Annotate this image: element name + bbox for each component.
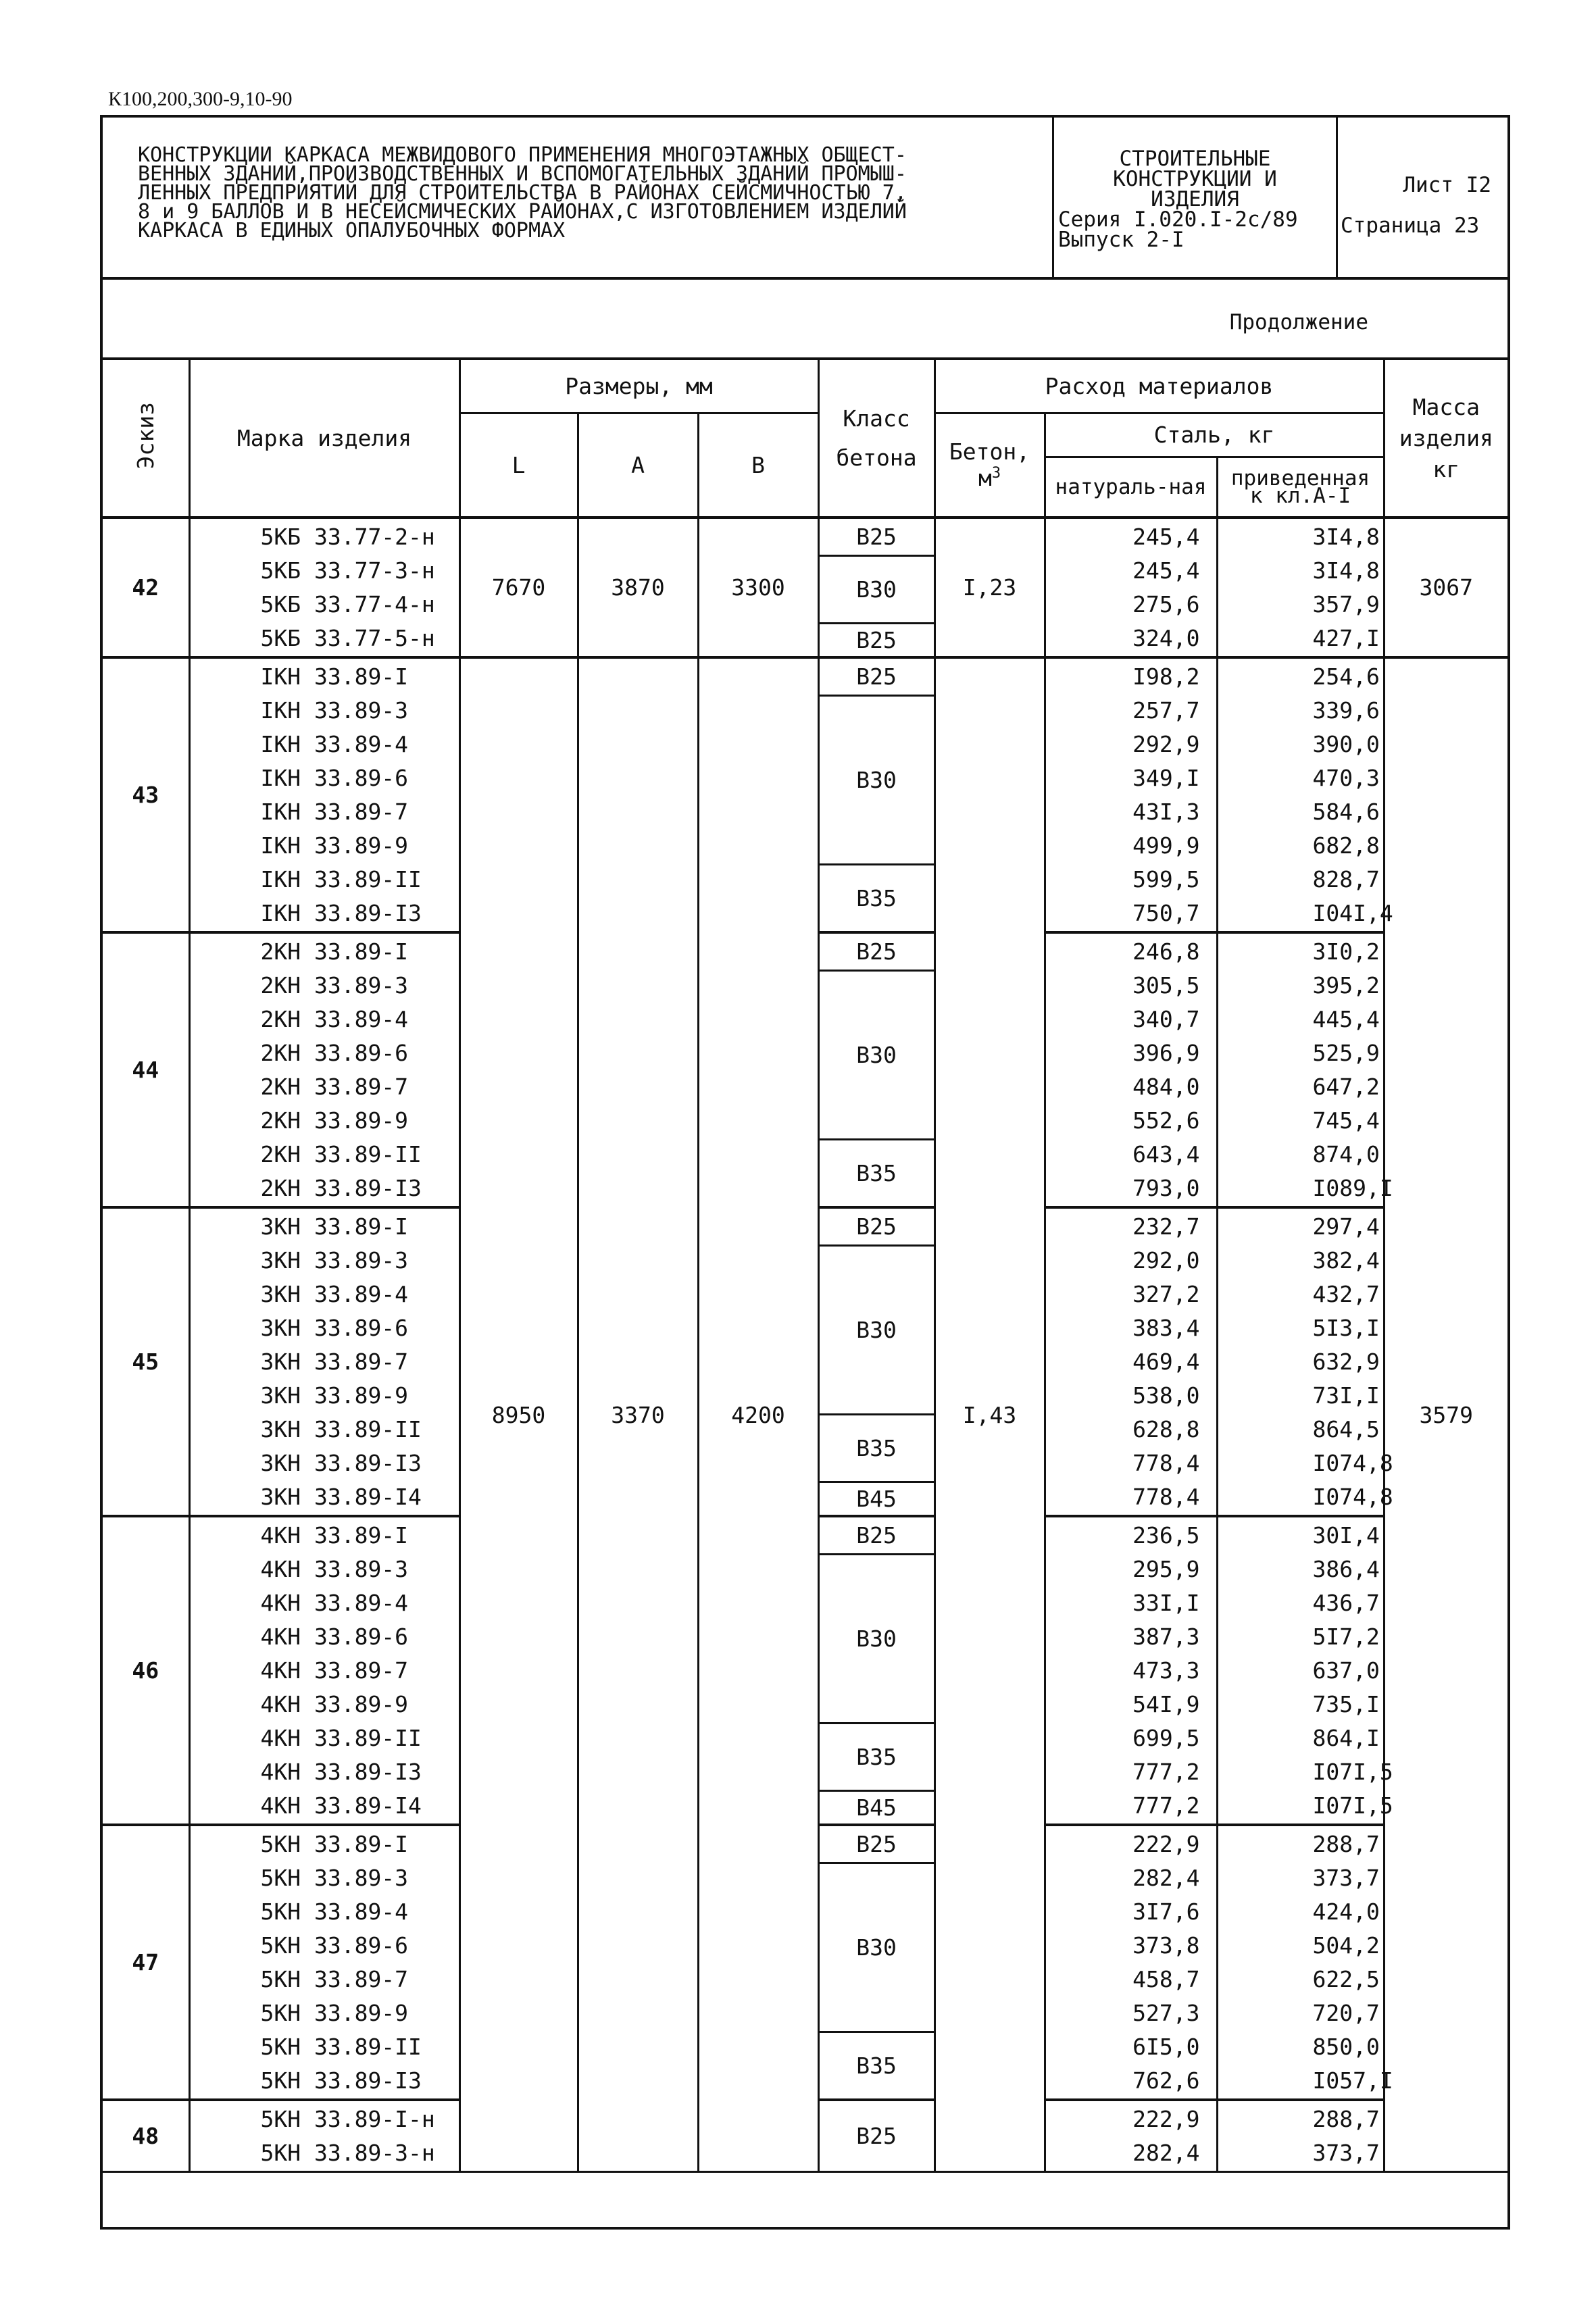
header-materials: Расход материалов (934, 359, 1384, 413)
cell-value: 3I7,6 (1132, 1898, 1200, 1925)
cell-value: 637,0 (1312, 1657, 1380, 1684)
cell-steel-reduced (1217, 932, 1393, 1207)
sheet-number: Лист I2 (1403, 173, 1491, 197)
cell-grades (818, 518, 934, 657)
cell-B: 4200 (698, 657, 818, 2172)
cell-mass: 3579 (1384, 657, 1507, 2172)
cell-value: 584,6 (1312, 798, 1380, 825)
cell-value: 383,4 (1132, 1314, 1200, 1341)
concrete-grade: В30 (820, 1553, 934, 1722)
cell-marks (189, 1516, 459, 1825)
cell-value: 339,6 (1312, 697, 1380, 724)
header-sizes: Размеры, мм (459, 359, 818, 413)
cell-steel-reduced (1217, 518, 1384, 657)
cell-value: I057,I (1312, 2067, 1393, 2094)
cell-value: 3КН 33.89-7 (260, 1348, 409, 1375)
cell-value: 2КН 33.89-3 (260, 972, 409, 999)
cell-value: 4КН 33.89-I4 (260, 1792, 422, 1819)
cell-value: 395,2 (1312, 972, 1380, 999)
cell-value: 5КБ 33.77-5-н (260, 624, 435, 651)
cell-value: 3I4,8 (1312, 523, 1380, 550)
cell-mass: 3067 (1384, 518, 1507, 657)
cell-marks (189, 932, 459, 1207)
title-line: КАРКАСА В ЕДИНЫХ ОПАЛУБОЧНЫХ ФОРМАХ (138, 219, 566, 243)
cell-value: 504,2 (1312, 1932, 1380, 1959)
concrete-grade: В45 (820, 1481, 934, 1515)
cell-value: 275,6 (1132, 590, 1200, 618)
cell-value: 778,4 (1132, 1449, 1200, 1476)
header-B: B (698, 413, 818, 518)
cell-grades (818, 2100, 934, 2172)
cell-value: 5КН 33.89-3-н (260, 2139, 435, 2166)
cell-value: I07I,5 (1312, 1758, 1393, 1785)
concrete-grade: В25 (856, 1213, 897, 1240)
header-L: L (459, 413, 578, 518)
header-mass: Масса изделия кг (1384, 359, 1507, 518)
cell-value: 5КН 33.89-I (260, 1830, 409, 1857)
cell-value: 5I7,2 (1312, 1623, 1380, 1650)
cell-value: 396,9 (1132, 1039, 1200, 1066)
cell-value: 745,4 (1312, 1107, 1380, 1134)
cell-value: 373,8 (1132, 1932, 1200, 1959)
cell-value: IКН 33.89-II (260, 865, 422, 892)
cell-steel-reduced (1217, 1207, 1393, 1516)
cell-value: 373,7 (1312, 1864, 1380, 1891)
cell-value: 538,0 (1132, 1382, 1200, 1409)
cell-value: 5КН 33.89-3 (260, 1864, 409, 1891)
concrete-grade: В30 (820, 1862, 934, 2031)
table-row (103, 657, 1507, 932)
cell-grades (818, 1825, 934, 2100)
cell-value: 288,7 (1312, 1830, 1380, 1857)
cell-value: 373,7 (1312, 2139, 1380, 2166)
table-row (103, 518, 1507, 657)
cell-concrete: I,23 (934, 518, 1045, 657)
cell-value: 297,4 (1312, 1213, 1380, 1240)
cell-steel-reduced (1217, 1516, 1393, 1825)
cell-sketch: 43 (103, 657, 189, 932)
cell-value: I074,8 (1312, 1449, 1393, 1476)
cell-steel-natural (1045, 518, 1217, 657)
cell-value: 828,7 (1312, 865, 1380, 892)
continuation-label: Продолжение (1229, 310, 1368, 334)
cell-value: IКН 33.89-9 (260, 832, 409, 859)
cell-value: 735,I (1312, 1690, 1380, 1717)
cell-steel-natural (1045, 2100, 1217, 2172)
cell-value: I074,8 (1312, 1483, 1393, 1510)
cell-value: 2КН 33.89-I (260, 938, 409, 965)
cell-value: 4КН 33.89-7 (260, 1657, 409, 1684)
cell-value: I98,2 (1132, 663, 1200, 690)
header-A: A (578, 413, 698, 518)
cell-grades (818, 657, 934, 932)
series-line: КОНСТРУКЦИИ И (1113, 167, 1277, 191)
cell-value: 599,5 (1132, 865, 1200, 892)
cell-value: 632,9 (1312, 1348, 1380, 1375)
cell-value: 458,7 (1132, 1965, 1200, 1992)
cell-L: 8950 (459, 657, 578, 2172)
cell-value: 4КН 33.89-3 (260, 1555, 409, 1582)
title-line: 8 и 9 БАЛЛОВ И В НЕСЕЙСМИЧЕСКИХ РАЙОНАХ,С ИЗГОТОВЛЕНИЕМ ИЗДЕЛИЙ (138, 200, 907, 224)
header-steel-natural: натураль-ная (1045, 457, 1217, 518)
cell-value: 305,5 (1132, 972, 1200, 999)
concrete-grade: В25 (856, 938, 897, 965)
cell-value: 387,3 (1132, 1623, 1200, 1650)
title-line: КОНСТРУКЦИИ КАРКАСА МЕЖВИДОВОГО ПРИМЕНЕНИЯ МНОГОЭТАЖНЫХ ОБЩЕСТ- (138, 143, 907, 167)
cell-steel-natural (1045, 1207, 1217, 1516)
cell-A: 3370 (578, 657, 698, 2172)
cell-value: 3КН 33.89-I3 (260, 1449, 422, 1476)
cell-value: 3КН 33.89-4 (260, 1280, 409, 1307)
cell-value: 445,4 (1312, 1005, 1380, 1032)
concrete-grade: В35 (820, 1413, 934, 1481)
cell-value: 777,2 (1132, 1758, 1200, 1785)
cell-value: I089,I (1312, 1174, 1393, 1201)
concrete-grade: В30 (820, 555, 934, 622)
cell-value: 33I,I (1132, 1589, 1200, 1616)
cell-steel-natural (1045, 1825, 1217, 2100)
cell-grades (818, 932, 934, 1207)
cell-grades (818, 1207, 934, 1516)
cell-value: 245,4 (1132, 557, 1200, 584)
cell-value: 469,4 (1132, 1348, 1200, 1375)
concrete-grade: В25 (856, 1522, 897, 1549)
concrete-grade: В35 (820, 1722, 934, 1790)
cell-value: 699,5 (1132, 1724, 1200, 1751)
header-concrete-class: Класс бетона (818, 359, 934, 518)
concrete-grade: В45 (820, 1790, 934, 1823)
cell-sketch: 48 (103, 2100, 189, 2172)
cell-value: IКН 33.89-3 (260, 697, 409, 724)
cell-marks (189, 518, 459, 657)
cell-steel-reduced (1217, 657, 1393, 932)
cell-sketch: 46 (103, 1516, 189, 1825)
cell-value: 864,I (1312, 1724, 1380, 1751)
cell-value: 5КН 33.89-9 (260, 1999, 409, 2026)
concrete-grade: В35 (820, 2031, 934, 2098)
cell-value: 282,4 (1132, 1864, 1200, 1891)
cell-value: 3I0,2 (1312, 938, 1380, 965)
cell-value: 5КН 33.89-6 (260, 1932, 409, 1959)
cell-value: 327,2 (1132, 1280, 1200, 1307)
cell-value: 340,7 (1132, 1005, 1200, 1032)
cell-value: 288,7 (1312, 2105, 1380, 2132)
cell-value: 295,9 (1132, 1555, 1200, 1582)
cell-value: 3КН 33.89-I4 (260, 1483, 422, 1510)
cell-value: 3I4,8 (1312, 557, 1380, 584)
cell-value: 2КН 33.89-9 (260, 1107, 409, 1134)
cell-value: 246,8 (1132, 938, 1200, 965)
cell-value: 3КН 33.89-3 (260, 1247, 409, 1274)
cell-value: IКН 33.89-4 (260, 730, 409, 757)
cell-value: 4КН 33.89-I3 (260, 1758, 422, 1785)
cell-sketch: 47 (103, 1825, 189, 2100)
concrete-grade: В25 (856, 524, 897, 550)
concrete-grade: В25 (820, 622, 934, 656)
cell-value: 3КН 33.89-9 (260, 1382, 409, 1409)
cell-value: 628,8 (1132, 1415, 1200, 1442)
cell-sketch: 44 (103, 932, 189, 1207)
cell-value: 390,0 (1312, 730, 1380, 757)
cell-value: 4КН 33.89-9 (260, 1690, 409, 1717)
header-steel: Сталь, кг (1045, 413, 1384, 457)
cell-value: 6I5,0 (1132, 2033, 1200, 2060)
cell-value: 432,7 (1312, 1280, 1380, 1307)
title-line: ВЕННЫХ ЗДАНИЙ,ПРОИЗВОДСТВЕННЫХ И ВСПОМОГАТЕЛЬНЫХ ЗДАНИЙ ПРОМЫШ- (138, 162, 907, 186)
cell-L: 7670 (459, 518, 578, 657)
cell-value: 257,7 (1132, 697, 1200, 724)
cell-value: 5КН 33.89-4 (260, 1898, 409, 1925)
cell-steel-natural (1045, 1516, 1217, 1825)
cell-value: 2КН 33.89-7 (260, 1073, 409, 1100)
cell-steel-reduced (1217, 1825, 1393, 2100)
cell-value: I04I,4 (1312, 899, 1393, 926)
cell-value: I07I,5 (1312, 1792, 1393, 1819)
cell-value: 43I,3 (1132, 798, 1200, 825)
cell-value: 4КН 33.89-4 (260, 1589, 409, 1616)
cell-steel-natural (1045, 932, 1217, 1207)
cell-value: 5КН 33.89-II (260, 2033, 422, 2060)
cell-marks (189, 1207, 459, 1516)
cell-value: 750,7 (1132, 899, 1200, 926)
cell-value: 254,6 (1312, 663, 1380, 690)
header-steel-reduced: приведенная к кл.А-I (1217, 457, 1384, 518)
materials-table (103, 357, 1507, 2173)
cell-value: 5КН 33.89-I-н (260, 2105, 435, 2132)
cell-value: 527,3 (1132, 1999, 1200, 2026)
cell-value: 292,9 (1132, 730, 1200, 757)
cell-value: 864,5 (1312, 1415, 1380, 1442)
concrete-grade: В30 (820, 1244, 934, 1413)
cell-value: 30I,4 (1312, 1521, 1380, 1549)
cell-value: IКН 33.89-I3 (260, 899, 422, 926)
cell-value: 232,7 (1132, 1213, 1200, 1240)
cell-value: 473,3 (1132, 1657, 1200, 1684)
cell-value: 5КН 33.89-7 (260, 1965, 409, 1992)
cell-value: 2КН 33.89-II (260, 1140, 422, 1167)
cell-value: 499,9 (1132, 832, 1200, 859)
cell-concrete: I,43 (934, 657, 1045, 2172)
cell-B: 3300 (698, 518, 818, 657)
title-line: ЛЕННЫХ ПРЕДПРИЯТИЙ ДЛЯ СТРОИТЕЛЬСТВА В РАЙОНАХ СЕЙСМИЧНОСТЬЮ 7, (138, 181, 907, 205)
concrete-grade: В35 (820, 863, 934, 931)
title-block-series (1054, 118, 1338, 277)
cell-value: 3КН 33.89-6 (260, 1314, 409, 1341)
cell-sketch: 42 (103, 518, 189, 657)
cell-value: 777,2 (1132, 1792, 1200, 1819)
cell-value: 424,0 (1312, 1898, 1380, 1925)
cell-value: 2КН 33.89-6 (260, 1039, 409, 1066)
cell-value: 386,4 (1312, 1555, 1380, 1582)
title-block-sheet (1338, 118, 1507, 324)
cell-value: 682,8 (1312, 832, 1380, 859)
cell-value: 292,0 (1132, 1247, 1200, 1274)
page-frame (100, 115, 1510, 2230)
concrete-grade: В25 (856, 2123, 897, 2149)
cell-value: 245,4 (1132, 523, 1200, 550)
cell-value: 222,9 (1132, 1830, 1200, 1857)
cell-value: 2КН 33.89-I3 (260, 1174, 422, 1201)
cell-value: 5КН 33.89-I3 (260, 2067, 422, 2094)
cell-value: 778,4 (1132, 1483, 1200, 1510)
cell-value: 484,0 (1132, 1073, 1200, 1100)
cell-value: 470,3 (1312, 764, 1380, 791)
cell-value: 622,5 (1312, 1965, 1380, 1992)
header-sketch: Эскиз (103, 359, 189, 518)
concrete-grade: В25 (856, 1831, 897, 1857)
cell-steel-natural (1045, 657, 1217, 932)
issue-number: Выпуск 2-I (1058, 228, 1184, 252)
document-code: К100,200,300-9,10-90 (108, 88, 293, 110)
cell-value: IКН 33.89-7 (260, 798, 409, 825)
cell-value: 5I3,I (1312, 1314, 1380, 1341)
cell-grades (818, 1516, 934, 1825)
cell-value: 4КН 33.89-6 (260, 1623, 409, 1650)
cell-value: IКН 33.89-6 (260, 764, 409, 791)
cell-value: 647,2 (1312, 1073, 1380, 1100)
series-line: ИЗДЕЛИЯ (1151, 187, 1239, 211)
cell-marks (189, 2100, 459, 2172)
cell-value: 357,9 (1312, 590, 1380, 618)
header-concrete: Бетон, $м^3$ (934, 413, 1045, 518)
cell-value: 324,0 (1132, 624, 1200, 651)
cell-value: 3КН 33.89-II (260, 1415, 422, 1442)
header-mark: Марка изделия (189, 359, 459, 518)
cell-value: 4КН 33.89-I (260, 1521, 409, 1549)
page-number: Страница 23 (1341, 213, 1480, 238)
cell-value: 282,4 (1132, 2139, 1200, 2166)
cell-value: 5КБ 33.77-3-н (260, 557, 435, 584)
series-number: Серия I.020.I-2с/89 (1058, 207, 1298, 232)
concrete-grade: В30 (820, 695, 934, 863)
cell-value: 762,6 (1132, 2067, 1200, 2094)
cell-value: 793,0 (1132, 1174, 1200, 1201)
cell-value: 54I,9 (1132, 1690, 1200, 1717)
cell-value: 3КН 33.89-I (260, 1213, 409, 1240)
cell-value: 349,I (1132, 764, 1200, 791)
cell-value: 4КН 33.89-II (260, 1724, 422, 1751)
cell-value: 236,5 (1132, 1521, 1200, 1549)
cell-marks (189, 657, 459, 932)
cell-value: 436,7 (1312, 1589, 1380, 1616)
cell-value: 5КБ 33.77-4-н (260, 590, 435, 618)
cell-value: 73I,I (1312, 1382, 1380, 1409)
cell-A: 3870 (578, 518, 698, 657)
concrete-grade: В30 (820, 970, 934, 1138)
cell-marks (189, 1825, 459, 2100)
cell-value: IКН 33.89-I (260, 663, 409, 690)
cell-value: 874,0 (1312, 1140, 1380, 1167)
cell-value: 720,7 (1312, 1999, 1380, 2026)
cell-value: 850,0 (1312, 2033, 1380, 2060)
cell-value: 643,4 (1132, 1140, 1200, 1167)
cell-sketch: 45 (103, 1207, 189, 1516)
cell-value: 5КБ 33.77-2-н (260, 523, 435, 550)
cell-value: 382,4 (1312, 1247, 1380, 1274)
cell-value: 427,I (1312, 624, 1380, 651)
cell-value: 222,9 (1132, 2105, 1200, 2132)
cell-value: 525,9 (1312, 1039, 1380, 1066)
title-block-name (103, 118, 1054, 277)
title-block (103, 118, 1507, 280)
series-line: СТРОИТЕЛЬНЫЕ (1119, 147, 1271, 171)
concrete-grade: В25 (856, 663, 897, 690)
cell-value: 552,6 (1132, 1107, 1200, 1134)
cell-steel-reduced (1217, 2100, 1384, 2172)
concrete-grade: В35 (820, 1138, 934, 1206)
cell-value: 2КН 33.89-4 (260, 1005, 409, 1032)
